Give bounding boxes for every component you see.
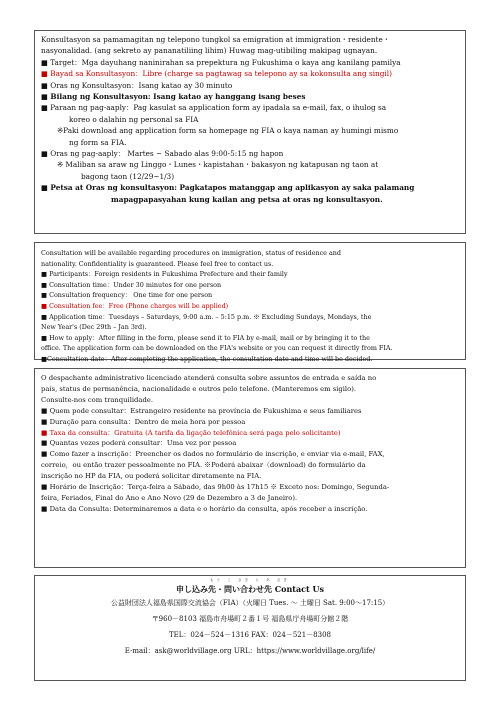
english-section: [34, 242, 466, 363]
en-apptime-1: ■ Application time：Tuesdays – Saturdays, 9:00 a.m. – 5:15 p.m. ※ Excluding Sundays, Mondays, the: [41, 312, 372, 321]
pt-intro-1: O despachante administrativo licenciado atenderá consulta sobre assuntos de entrada e saída no: [41, 374, 377, 382]
contact-address: 〒960－8103 福島市舟場町２番１号 福島県庁舟場町分館２階: [151, 615, 349, 623]
tagalog-section: [34, 30, 466, 234]
tl-fee: ■ Bayad sa Konsultasyon：Libre (charge sa pagtawag sa telepono ay sa kokonsulta ang singil): [41, 69, 392, 79]
pt-fee: ■ Taxa da consulta：Gratuita (A tarifa da ligação telefônica será paga pelo solicitante): [41, 428, 341, 437]
tl-except-1: ※ Maliban sa araw ng Linggo・Lunes・kapistahan・bakasyon ng katapusan ng taon at: [57, 160, 379, 170]
pt-how-2: correio，ou então trazer pessoalmente no FIA. ※Poderá abaixar（download) do formulário da: [41, 461, 366, 470]
pt-who: ■ Quem pode consultar：Estrangeiro residente na província de Fukushima e seus familiares: [41, 406, 362, 415]
tl-except-2: bagong taon (12/29~1/3): [81, 171, 175, 181]
tl-target: ■ Target：Mga dayuhang naninirahan sa prepektura ng Fukushima o kaya ang kanilang pamilya: [41, 57, 401, 67]
pt-duration: ■ Duração para consulta：Dentro de meia hora por pessoa: [41, 417, 246, 426]
tl-intro-2: nasyonalidad. (ang sekreto ay pananatiliing lihim) Huwag mag-utibiling makipag ugnayan.: [41, 46, 378, 56]
en-date: ■Consultation date：After completing the application, the consultation date and time will be decided.: [41, 354, 373, 363]
pt-intro-3: Consulte-nos com tranquilidade.: [41, 395, 153, 404]
tl-count: ■ Bilang ng Konsultasyon: Isang katao ay hanggang isang beses: [41, 92, 306, 102]
pt-hours-1: ■ Horário de Inscrição：Terça-feira a Sábado, das 9h00 às 17h15 ※ Exceto nos: Domingo, Segunda-: [41, 483, 390, 492]
tl-date-1: ■ Petsa at Oras ng konsultasyon: Pagkatapos matanggap ang aplikasyon ay saka palamang: [41, 183, 415, 193]
tl-apply-4: ng form sa FIA.: [69, 137, 127, 147]
contact-phone: TEL：024－524－1316 FAX：024－521－8308: [168, 631, 331, 639]
contact-web: E-mail：ask@worldvillage.org URL：https://www.worldvillage.org/life/: [124, 647, 376, 655]
tl-date-2: mapagpapasyahan kung kailan ang petsa at oras ng konsultasyon.: [111, 194, 383, 204]
en-intro-2: nationality. Confidentiality is guaranteed. Please feel free to contact us.: [41, 259, 274, 268]
pt-hours-2: feira, Feriados, Final do Ano e Ano Novo (29 de Dezembro a 3 de Janeiro).: [41, 493, 298, 502]
contact-ruby: もう こ さき と あ さき: [209, 578, 291, 582]
en-apptime-2: New Year's (Dec 29th – Jan 3rd).: [41, 323, 147, 332]
tl-intro-1: Konsultasyon sa pamamagitan ng telepono tungkol sa emigration at immigration・residente・: [41, 35, 391, 44]
tl-apply-2: koreo o dalahin ng personal sa FIA: [69, 114, 199, 124]
pt-intro-2: país, status de permanência, nacionalidade e outros pelo telefone. (Manteremos em sigilo).: [41, 384, 357, 393]
tl-hours: ■ Oras ng pag-aaply： Martes ~ Sabado alas 9:00-5:15 ng hapon: [41, 149, 284, 159]
pt-date: ■ Data da Consulta: Determinaremos a data e o horário da consulta, após receber a inscrição.: [41, 504, 368, 513]
pt-how-3: inscrição no HP da FIA, ou poderá solicitar diretamente na FIA.: [41, 472, 262, 481]
en-participants: ■ Participants：Foreign residents in Fukushima Prefecture and their family: [41, 270, 288, 279]
contact-title: 申し込み先・問い合わせ先 Contact Us: [175, 584, 324, 594]
en-howto-1: ■ How to apply：After filling in the form, please send it to FIA by e-mail, mail or by bringing it to the: [41, 333, 370, 342]
pt-how-1: ■ Como fazer a inscrição：Preencher os dados no formulário de inscrição, e enviar via e-mail, FAX,: [41, 450, 385, 459]
contact-section: [34, 575, 466, 681]
tl-apply-1: ■ Paraan ng pag-aaply：Pag kasulat sa application form ay ipadala sa e-mail, fax, o ihulog sa: [41, 103, 387, 113]
contact-org: 公益財団法人福島県国際交流協会（FIA）（火曜日 Tues. ～ 土曜日 Sat. 9:00～17:15）: [110, 599, 390, 607]
en-frequency: ■ Consultation frequency： One time for one person: [41, 291, 213, 300]
en-intro-1: Consultation will be available regarding procedures on immigration, status of residence and: [41, 249, 342, 257]
en-fee: ■ Consultation fee：Free (Phone charges will be applied): [41, 301, 229, 310]
tl-time: ■ Oras ng Konsultasyon：Isang katao ay 30 minuto: [41, 80, 233, 90]
en-time: ■ Consultation time：Under 30 minutes for one person: [41, 280, 222, 289]
en-howto-2: office. The application form can be downloaded on the FIA's website or you can request it directly from FIA.: [41, 344, 393, 353]
portuguese-section: [34, 368, 466, 568]
pt-quantity: ■ Quantas vezes poderá consultar：Uma vez por pessoa: [41, 439, 237, 448]
tl-apply-3: ※Paki download ang application form sa homepage ng FIA o kaya naman ay humingi mismo: [57, 126, 399, 136]
